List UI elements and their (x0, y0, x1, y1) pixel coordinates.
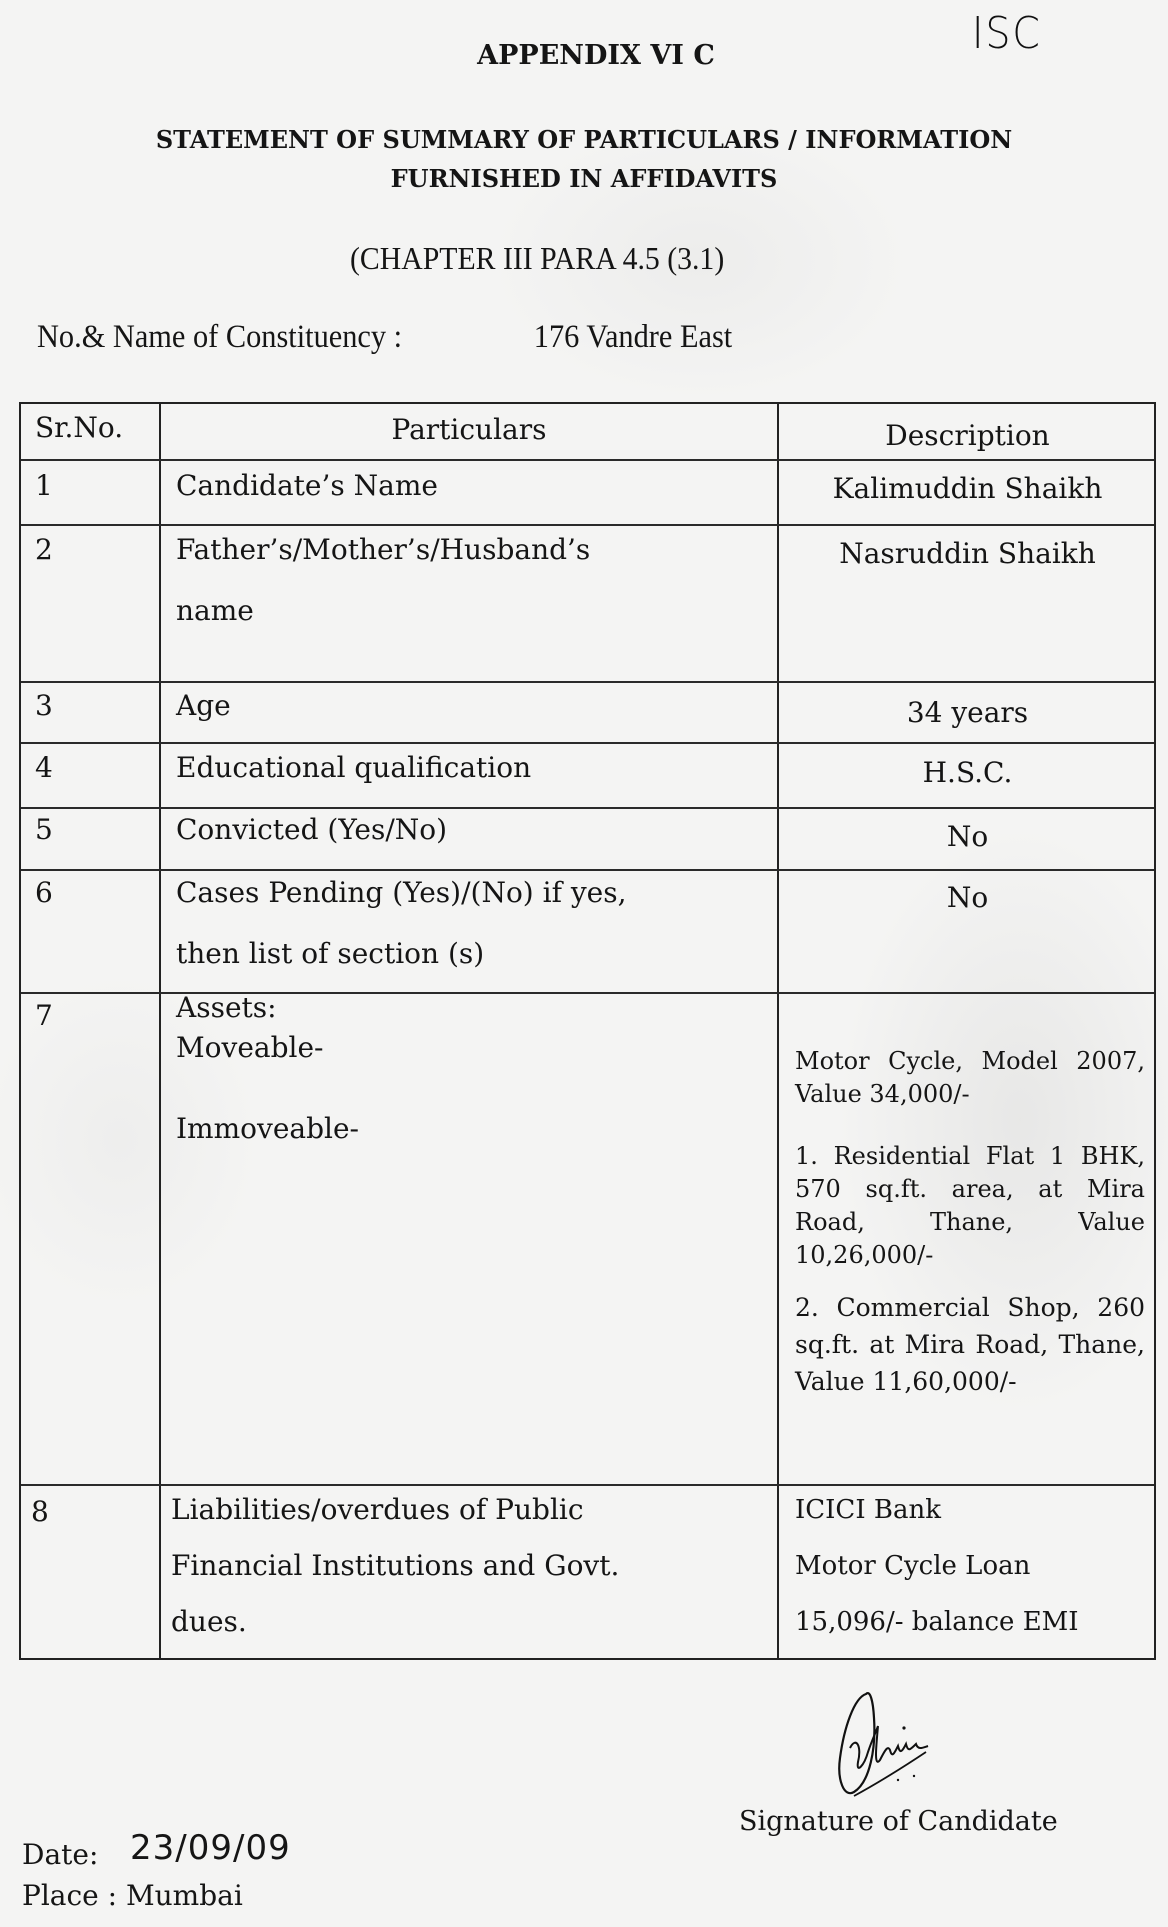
row-description: 15,096/- balance EMI (795, 1607, 1079, 1637)
row-sr-no: 2 (35, 533, 53, 566)
row-particulars: Moveable- (176, 1031, 324, 1064)
constituency-label: No.& Name of Constituency : (37, 319, 403, 355)
date-label: Date: (22, 1838, 99, 1871)
row-sr-no: 7 (35, 999, 53, 1032)
row-sr-no: 6 (35, 876, 53, 909)
row-particulars: Candidate’s Name (176, 469, 438, 502)
signature-label: Signature of Candidate (739, 1806, 1058, 1837)
row-particulars: Financial Institutions and Govt. (171, 1549, 620, 1582)
row-particulars: Age (176, 689, 231, 722)
row-description: No (946, 881, 989, 914)
row-description: Motor Cycle, Model 2007, Value 34,000/- (795, 1047, 1145, 1108)
document-title: APPENDIX VI C (477, 40, 715, 71)
row-description: H.S.C. (922, 756, 1013, 789)
place-label: Place : Mumbai (22, 1879, 243, 1912)
row-sr-no: 4 (35, 751, 53, 784)
row-description: 34 years (906, 696, 1029, 729)
document-subtitle (0, 120, 1168, 198)
row-particulars: Immoveable- (176, 1112, 360, 1145)
row-sr-no: 8 (31, 1495, 49, 1528)
row-description: No (946, 820, 989, 853)
handwritten-note: ISC (971, 8, 1042, 59)
header-particulars: Particulars (391, 413, 547, 446)
particulars-table (19, 402, 1156, 1660)
row-description: Kalimuddin Shaikh (832, 472, 1103, 505)
subtitle-line: FURNISHED IN AFFIDAVITS (390, 164, 778, 193)
row-sr-no: 3 (35, 689, 53, 722)
row-particulars: Liabilities/overdues of Public (171, 1493, 584, 1526)
column-divider (159, 404, 161, 1658)
row-particulars: Father’s/Mother’s/Husband’s (176, 533, 591, 566)
subtitle-line: STATEMENT OF SUMMARY OF PARTICULARS / INFORMATION (155, 125, 1013, 154)
row-description: 1. Residential Flat 1 BHK, 570 sq.ft. area, at Mira Road, Thane, Value 10,26,000/- (795, 1142, 1145, 1269)
row-description: Nasruddin Shaikh (839, 537, 1096, 570)
signature-icon (836, 1688, 936, 1800)
row-particulars: name (176, 594, 254, 627)
constituency-value: 176 Vandre East (533, 319, 733, 355)
row-sr-no: 5 (35, 813, 53, 846)
row-particulars: Convicted (Yes/No) (176, 813, 448, 846)
row-sr-no: 1 (35, 469, 53, 502)
row-description: ICICI Bank (795, 1495, 941, 1525)
row-particulars: Cases Pending (Yes)/(No) if yes, (176, 876, 627, 909)
row-particulars: Educational qualification (176, 751, 532, 784)
column-divider (777, 404, 779, 1658)
row-particulars: then list of section (s) (176, 937, 485, 970)
header-description: Description (885, 419, 1050, 452)
row-particulars: Assets: (176, 991, 277, 1024)
row-particulars: dues. (171, 1605, 247, 1638)
header-sr-no: Sr.No. (35, 411, 124, 444)
chapter-reference: (CHAPTER III PARA 4.5 (3.1) (350, 240, 725, 276)
row-description: Motor Cycle Loan (795, 1551, 1031, 1581)
row-description: 2. Commercial Shop, 260 sq.ft. at Mira Road, Thane, Value 11,60,000/- (795, 1293, 1145, 1396)
constituency-line (37, 319, 733, 356)
date-value: 23/09/09 (130, 1828, 291, 1868)
